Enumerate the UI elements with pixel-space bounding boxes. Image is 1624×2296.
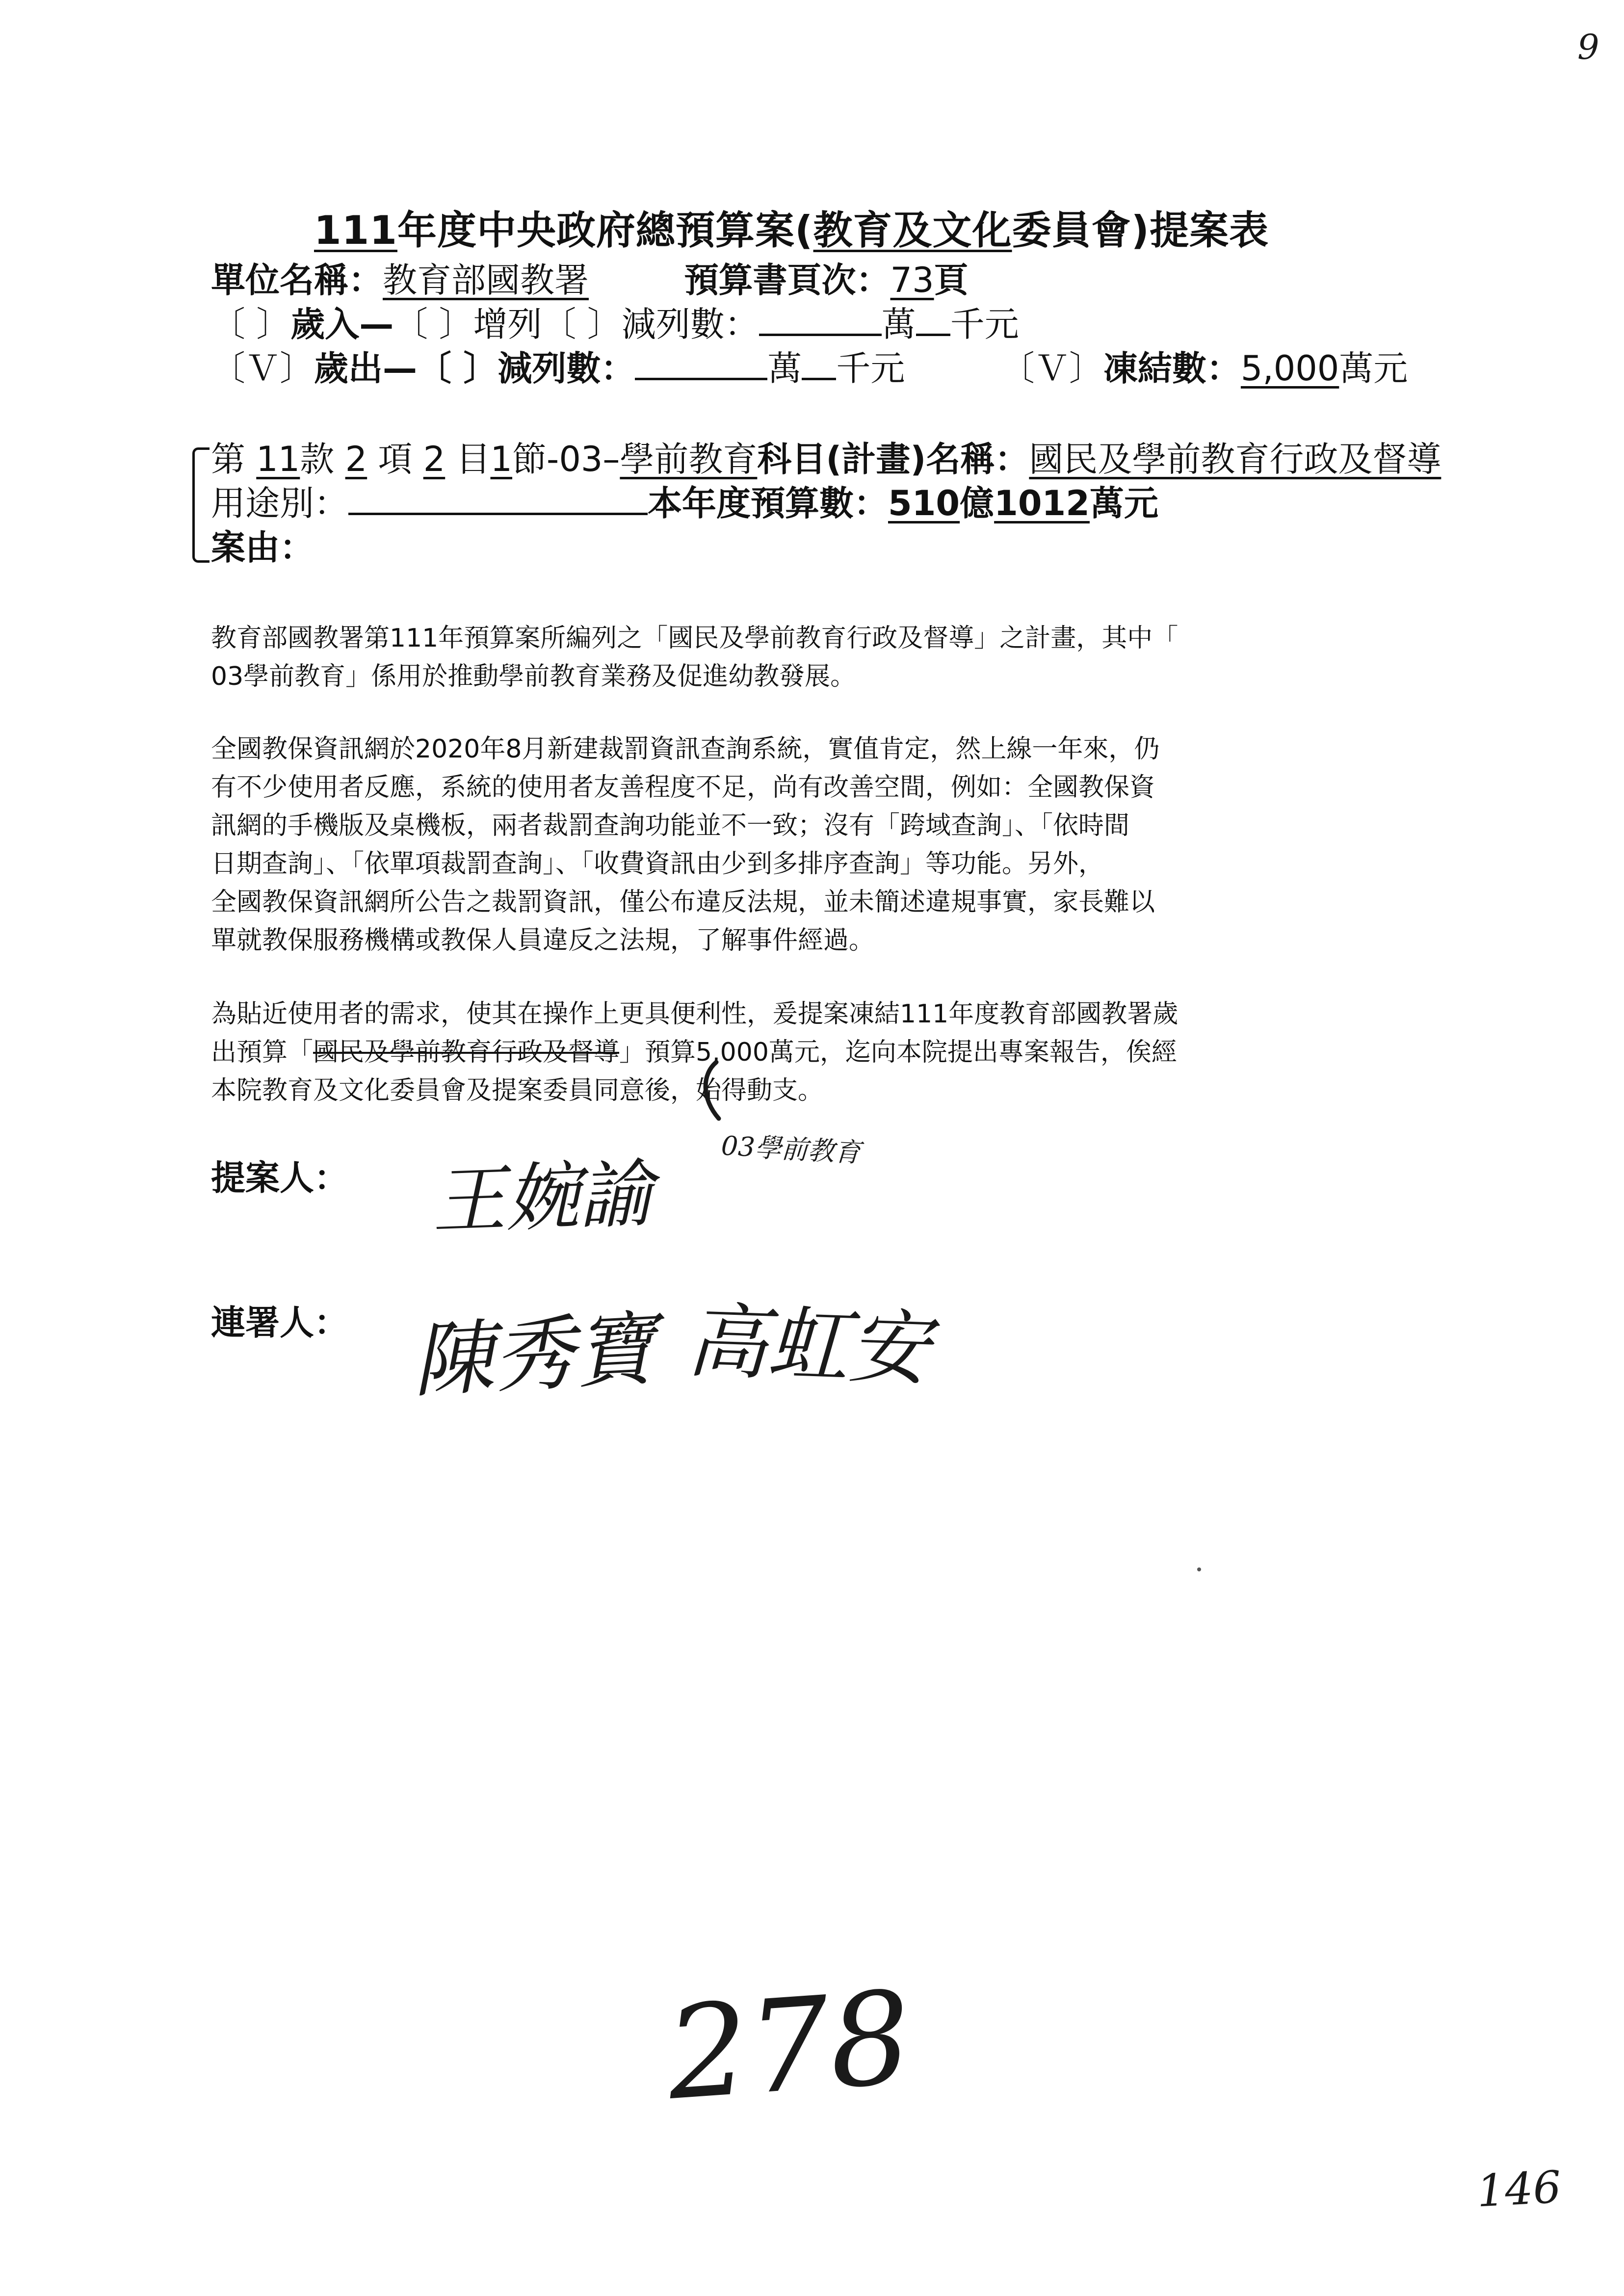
budget-yi-value: 510 [888,483,960,523]
mu-label: 目 [456,439,491,479]
paragraph-line: 本院教育及文化委員會及提案委員同意後，始得動支。 [211,1076,824,1105]
budget-yi-unit: 億 [960,483,995,523]
kuan-prefix: 第 [211,439,245,479]
paragraph-line: 為貼近使用者的需求，使其在操作上更具便利性，爰提案凍結111年度教育部國教署歲 [211,999,1179,1029]
revenue-wan-blank [759,333,882,336]
paragraph-line: 單就教保服務機構或教保人員違反之法規，了解事件經過。 [211,926,875,955]
budget-wan-unit: 萬元 [1089,483,1158,523]
use-label: 用途別： [211,483,348,523]
expense-checkbox: 〔Ｖ〕 [211,348,314,389]
cosigner-label: 連署人： [211,1303,348,1343]
expense-reduce: 〔 〕減列數： [417,348,635,389]
budget-label: 本年度預算數： [648,483,888,523]
freeze-label: 凍結數： [1103,348,1241,389]
budget-page-value: 73 [890,260,934,300]
paragraph-2 [211,730,1438,960]
cosigner-signature-2: 高虹安 [685,1294,931,1397]
unit-value: 教育部國教署 [383,260,589,300]
budget-wan-value: 1012 [994,483,1090,523]
revenue-qian: 千元 [950,304,1019,344]
paragraph-line-struck [211,1033,1438,1071]
reason-label: 案由： [211,527,314,568]
title-mid: 年度中央政府總預算案( [397,208,813,253]
paragraph-3 [211,995,1438,1110]
expense-wan-blank [635,377,767,380]
section-dash: – [602,439,620,479]
freeze-checkbox: 〔Ｖ〕 [1000,348,1103,389]
use-blank [348,512,648,515]
paragraph-line: 訊網的手機版及桌機板，兩者裁罰查詢功能並不一致；沒有「跨域查詢」、「依時間 [211,811,1130,840]
budget-page-unit: 頁 [934,260,969,300]
paragraph-line: 03學前教育」係用於推動學前教育業務及促進幼教發展。 [211,662,856,691]
page-number-bottom: 278 [662,1964,916,2129]
struck-plan-name: 國民及學前教育行政及督導 [313,1038,620,1067]
insertion-caret [697,1060,726,1123]
page-number-bottom-right: 146 [1475,2161,1563,2218]
title-end: 委員會)提案表 [1012,208,1269,253]
paragraph-line: 全國教保資訊網於2020年8月新建裁罰資訊查詢系統，實值肯定，然上線一年來，仍 [211,734,1160,764]
kuan-number: 11 [256,439,300,479]
title-committee: 教育及文化 [813,208,1012,253]
proposer-signature: 王婉諭 [430,1151,655,1245]
expense-wan: 萬 [767,348,802,389]
xiang-number: 2 [345,439,367,479]
page-title [314,199,1269,255]
paragraph-line: 教育部國教署第111年預算案所編列之「國民及學前教育行政及督導」之計畫，其中「 [211,624,1179,653]
p3-post: 」預算5,000萬元，迄向本院提出專案報告，俟經 [619,1038,1177,1067]
subject-label: 科目(計畫)名稱： [757,439,1029,479]
expense-label: 歲出— [314,348,417,389]
paragraph-line: 日期查詢」、「依單項裁罰查詢」、「收費資訊由少到多排序查詢」等功能。另外， [211,849,1104,879]
unit-label: 單位名稱： [211,260,383,300]
freeze-unit: 萬元 [1339,348,1408,389]
title-year: 111 [314,208,397,253]
unit-line [211,253,969,302]
section-code: 03 [559,439,603,479]
revenue-qian-blank [916,333,950,336]
revenue-label: 歲入— [290,304,394,344]
freeze-value: 5,000 [1240,348,1339,389]
revenue-reduce: 〔 〕減列數： [542,304,759,344]
scan-speck [1197,1567,1201,1571]
budget-page-label: 預算書頁次： [684,260,891,300]
jie-label: 節- [512,439,559,479]
xiang-label: 項 [378,439,413,479]
section-code-line [211,432,1441,481]
paragraph-1 [211,619,1438,696]
subject-name: 學前教育 [620,439,758,479]
mu-number: 2 [423,439,445,479]
use-budget-line [211,476,1158,525]
paragraph-line: 全國教保資訊網所公告之裁罰資訊，僅公布違反法規，並未簡述違規事實，家長難以 [211,887,1155,917]
cosigner-signature-1: 陳秀寶 [410,1302,658,1409]
expense-line [211,341,1408,391]
revenue-wan: 萬 [881,304,916,344]
revenue-checkbox: 〔 〕 [211,304,291,344]
section-bracket [192,447,210,563]
handwritten-insertion: 03學前教育 [720,1130,862,1169]
plan-name: 國民及學前教育行政及督導 [1029,439,1441,479]
p3-pre: 出預算「 [211,1038,314,1067]
expense-qian: 千元 [836,348,905,389]
revenue-add: 〔 〕增列 [393,304,542,344]
jie-number: 1 [490,439,513,479]
paragraph-line: 有不少使用者反應，系統的使用者友善程度不足，尚有改善空間，例如：全國教保資 [211,773,1155,802]
proposer-label: 提案人： [211,1158,348,1198]
kuan-label: 款 [300,439,335,479]
revenue-line [211,297,1019,346]
page-number-top-right: 9 [1577,27,1599,67]
expense-qian-blank [802,377,836,380]
